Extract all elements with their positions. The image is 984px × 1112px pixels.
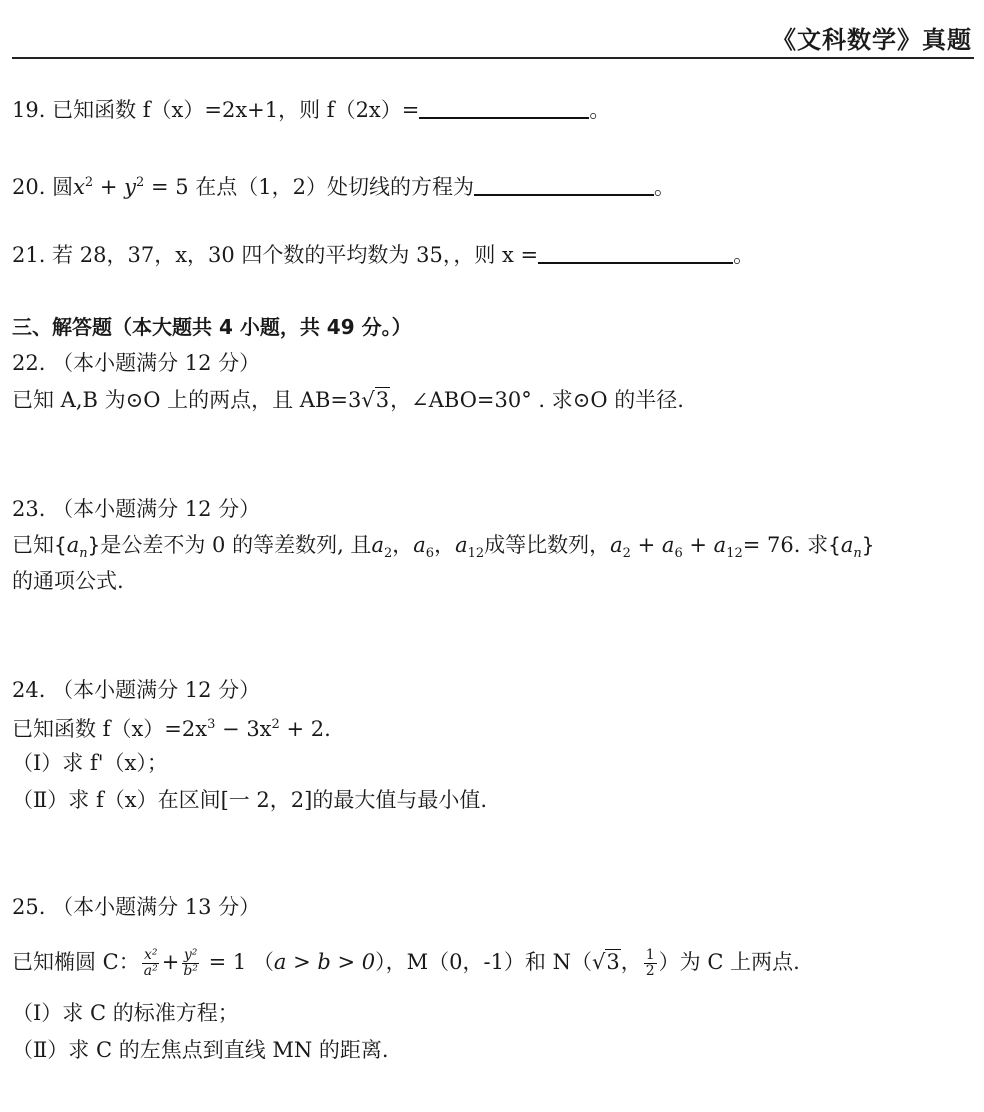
q21-text: 21. 若 28，37，x，30 四个数的平均数为 35，，则 x = [12,243,539,267]
q23-brace-open-2: { [828,533,841,557]
question-21 [12,240,754,270]
q20-end: 。 [654,175,676,199]
q23-sep-2: ， [434,533,456,557]
q25-frac-y-den: b² [183,963,198,979]
q23-p1: 已知 [12,533,54,557]
q25-body [12,942,800,982]
q25-frac-y [181,948,200,979]
q25-sqrt: √3 [591,950,620,974]
q20-suffix: 在点（1，2）处切线的方程为 [188,175,475,199]
q25-frac-x-num: x² [143,947,158,963]
q25-comma: ， [620,950,642,974]
q22-label: 22. （本小题满分 12 分） [12,351,261,375]
q23-line2: 的通项公式. [12,569,124,593]
q20-eq-rhs: = 5 [144,175,189,199]
q25-eq1: = 1 （ [201,950,274,974]
q21-end: 。 [733,243,755,267]
q25-plus: + [161,950,180,974]
q23-a-n-2: a [840,533,854,557]
question-20 [12,168,675,202]
q20-eq-plus: + [93,175,125,199]
q20-eq-y-sup: 2 [136,175,145,190]
q24-part1: （Ⅰ）求 f'（x）； [12,751,168,775]
q24-body-b: − 3x [215,717,272,741]
q20-eq-x: x [73,175,85,199]
q25-frac-half-num: 1 [645,947,655,963]
q23-brace-close-1: } [87,533,101,557]
q20-eq-y: y [124,175,137,199]
q19-end: 。 [589,98,611,122]
q23-brace-close-2: } [861,533,875,557]
q23-a-n: a [66,533,80,557]
q23-a2-sub: 2 [383,546,393,562]
q25-ineq: a > b > 0 [273,950,376,974]
q23-a6: a [413,533,426,557]
q24-body [12,710,331,744]
q23-sep-1: ， [392,533,414,557]
q23-sum-a2: a [610,533,623,557]
header-title: 《文科数学》真题 [772,26,972,54]
q22-body [12,385,684,415]
q23-p3: 成等比数列， [484,533,611,557]
q23-a-n-sub: n [79,546,88,562]
q23-sum-a2-sub: 2 [622,546,631,562]
q19-answer-blank[interactable] [419,97,589,119]
q25-p2: ），M（0，-1）和 N（ [375,950,592,974]
q19-text: 19. 已知函数 f（x）=2x+1，则 f（2x）= [12,98,420,122]
q25-part2: （Ⅱ）求 C 的左焦点到直线 MN 的距离. [12,1038,389,1062]
q25-label: 25. （本小题满分 13 分） [12,895,261,919]
q23-brace-open-1: { [54,533,67,557]
q24-body-c: + 2. [279,717,331,741]
q24-part2: （Ⅱ）求 f（x）在区间[一 2，2]的最大值与最小值. [12,788,488,812]
q25-frac-half-den: 2 [645,963,655,979]
q23-plus-2: + [682,533,714,557]
q24-label: 24. （本小题满分 12 分） [12,678,261,702]
q23-sum-a6-sub: 6 [674,546,683,562]
q25-frac-x-den: a² [143,963,158,979]
q25-frac-x [142,948,160,979]
q23-a12-sub: 12 [467,546,485,562]
q23-body [12,530,874,569]
q25-frac-y-num: y² [183,947,198,963]
q25-sqrt-value: 3 [606,950,620,974]
q22-sqrt-value: 3 [375,388,390,412]
q20-prefix: 20. 圆 [12,175,74,199]
q24-sup-3: 3 [207,717,216,732]
q23-plus-1: + [630,533,662,557]
q22-body-b: ，∠ABO=30° . 求⊙O 的半径. [390,388,684,412]
page-header [12,0,974,59]
q20-eq-x-sup: 2 [84,175,94,190]
q25-frac-half [644,948,657,979]
q21-answer-blank[interactable] [538,242,733,264]
q23-sum-a12: a [713,533,727,557]
q23-a2: a [371,533,384,557]
q23-a6-sub: 6 [425,546,435,562]
q25-p1: 已知椭圆 C： [12,950,140,974]
q23-a-n-2-sub: n [853,546,862,562]
q23-a12: a [455,533,468,557]
q24-body-a: 已知函数 f（x）=2x [12,717,208,741]
q24-sup-2: 2 [271,717,280,732]
section-3-title: 三、解答题（本大题共 4 小题，共 49 分。） [12,315,412,339]
q20-answer-blank[interactable] [474,174,654,196]
q23-eq: = 76. 求 [742,533,829,557]
question-19 [12,95,610,125]
q22-body-a: 已知 A,B 为⊙O 上的两点，且 AB=3 [12,388,362,412]
q23-sum-a6: a [661,533,675,557]
q25-p3: ）为 C 上两点. [658,950,800,974]
q23-label: 23. （本小题满分 12 分） [12,497,261,521]
q25-part1: （Ⅰ）求 C 的标准方程； [12,1001,239,1025]
q23-sum-a12-sub: 12 [726,546,743,562]
q23-p2: 是公差不为 0 的等差数列, 且 [100,533,372,557]
q22-sqrt: √3 [361,388,390,412]
